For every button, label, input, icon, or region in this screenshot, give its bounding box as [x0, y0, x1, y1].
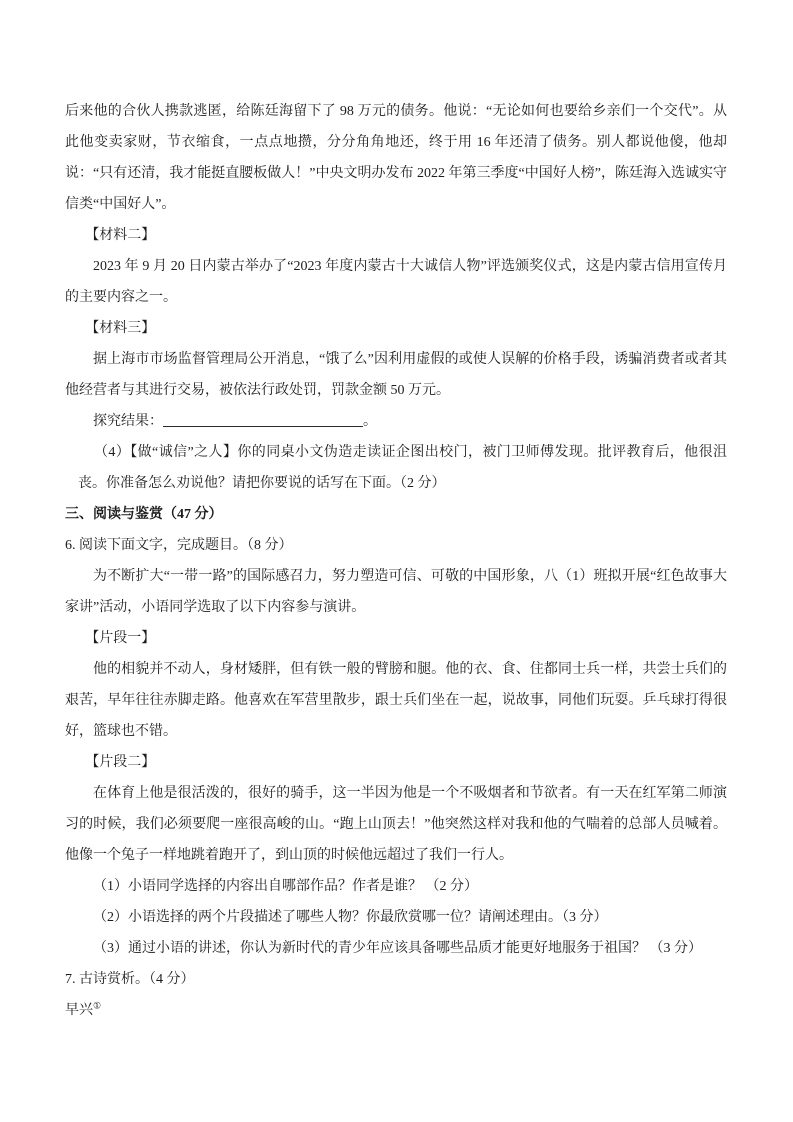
question-4-prompt: （4）【做“诚信”之人】你的同桌小文伪造走读证企图出校门，被门卫师傅发现。批评教育后，他很沮丧。你准备怎么劝说他？请把你要说的话写在下面。（2 分）: [78, 445, 727, 491]
inquiry-result-line: [65, 406, 727, 437]
inquiry-result-label: 探究结果：: [93, 414, 163, 429]
fragment-one-heading: 【片段一】: [85, 631, 156, 646]
fragment-two-heading: 【片段二】: [85, 755, 156, 770]
question-7-stem: 7. 古诗赏析。（4 分）: [65, 972, 195, 987]
poem-title-line: [65, 995, 727, 1026]
material-two-paragraph: 2023 年 9 月 20 日内蒙古举办了“2023 年度内蒙古十大诚信人物”评选颁奖仪式，这是内蒙古信用宣传月的主要内容之一。: [65, 259, 727, 305]
inquiry-result-suffix: 。: [363, 414, 377, 429]
material-three-heading: 【材料三】: [85, 321, 156, 336]
material-two-heading: 【材料二】: [85, 228, 156, 243]
material-one-continuation-paragraph: 后来他的合伙人携款逃匿，给陈廷海留下了 98 万元的债务。他说：“无论如何也要给乡亲们一个交代”。从此他变卖家财，节衣缩食，一点点地攒，分分角角地还，终于用 16 年还清了债务。别人都说他傻，他却说：“只有还清，我才能挺直腰板做人！”中央文明办发布 2022 年第三季度“中国好人榜”，陈廷海入选诚实守信类“中国好人”。: [65, 104, 727, 212]
fragment-one-paragraph: 他的相貌并不动人，身材矮胖，但有铁一般的臂膀和腿。他的衣、食、住都同士兵一样，共尝士兵们的艰苦，早年往往赤脚走路。他喜欢在军营里散步，跟士兵们坐在一起，说故事，同他们玩耍。乒乓球打得很好，篮球也不错。: [65, 662, 727, 739]
question-6-sub-3: （3）通过小语的讲述，你认为新时代的青少年应该具备哪些品质才能更好地服务于祖国？ （3 分）: [93, 941, 702, 956]
material-three-paragraph: 据上海市市场监督管理局公开消息，“饿了么”因利用虚假的或使人误解的价格手段，诱骗消费者或者其他经营者与其进行交易，被依法行政处罚，罚款金额 50 万元。: [65, 352, 727, 398]
fragment-two-paragraph: 在体育上他是很活泼的，很好的骑手，这一半因为他是一个不吸烟者和节欲者。有一天在红军第二师演习的时候，我们必须要爬一座很高峻的山。“跑上山顶去！”他突然这样对我和他的气喘着的总部人员喊着。他像一个兔子一样地跳着跑开了，到山顶的时候他远超过了我们一行人。: [65, 786, 727, 863]
poem-footnote-marker: ①: [93, 1000, 102, 1011]
poem-title: 早兴: [65, 1003, 93, 1018]
question-6-intro: 为不断扩大“一带一路”的国际感召力，努力塑造可信、可敬的中国形象，八（1）班拟开展“红色故事大家讲”活动，小语同学选取了以下内容参与演讲。: [65, 569, 727, 615]
question-6-sub-1: （1）小语同学选择的内容出自哪部作品？作者是谁？ （2 分）: [93, 879, 478, 894]
question-6-sub-2: （2）小语选择的两个片段描述了哪些人物？你最欣赏哪一位？请阐述理由。（3 分）: [93, 910, 608, 925]
question-6-stem: 6. 阅读下面文字，完成题目。（8 分）: [65, 538, 293, 553]
answer-blank: [163, 412, 363, 427]
section-three-heading: 三、阅读与鉴赏（47 分）: [65, 507, 223, 522]
